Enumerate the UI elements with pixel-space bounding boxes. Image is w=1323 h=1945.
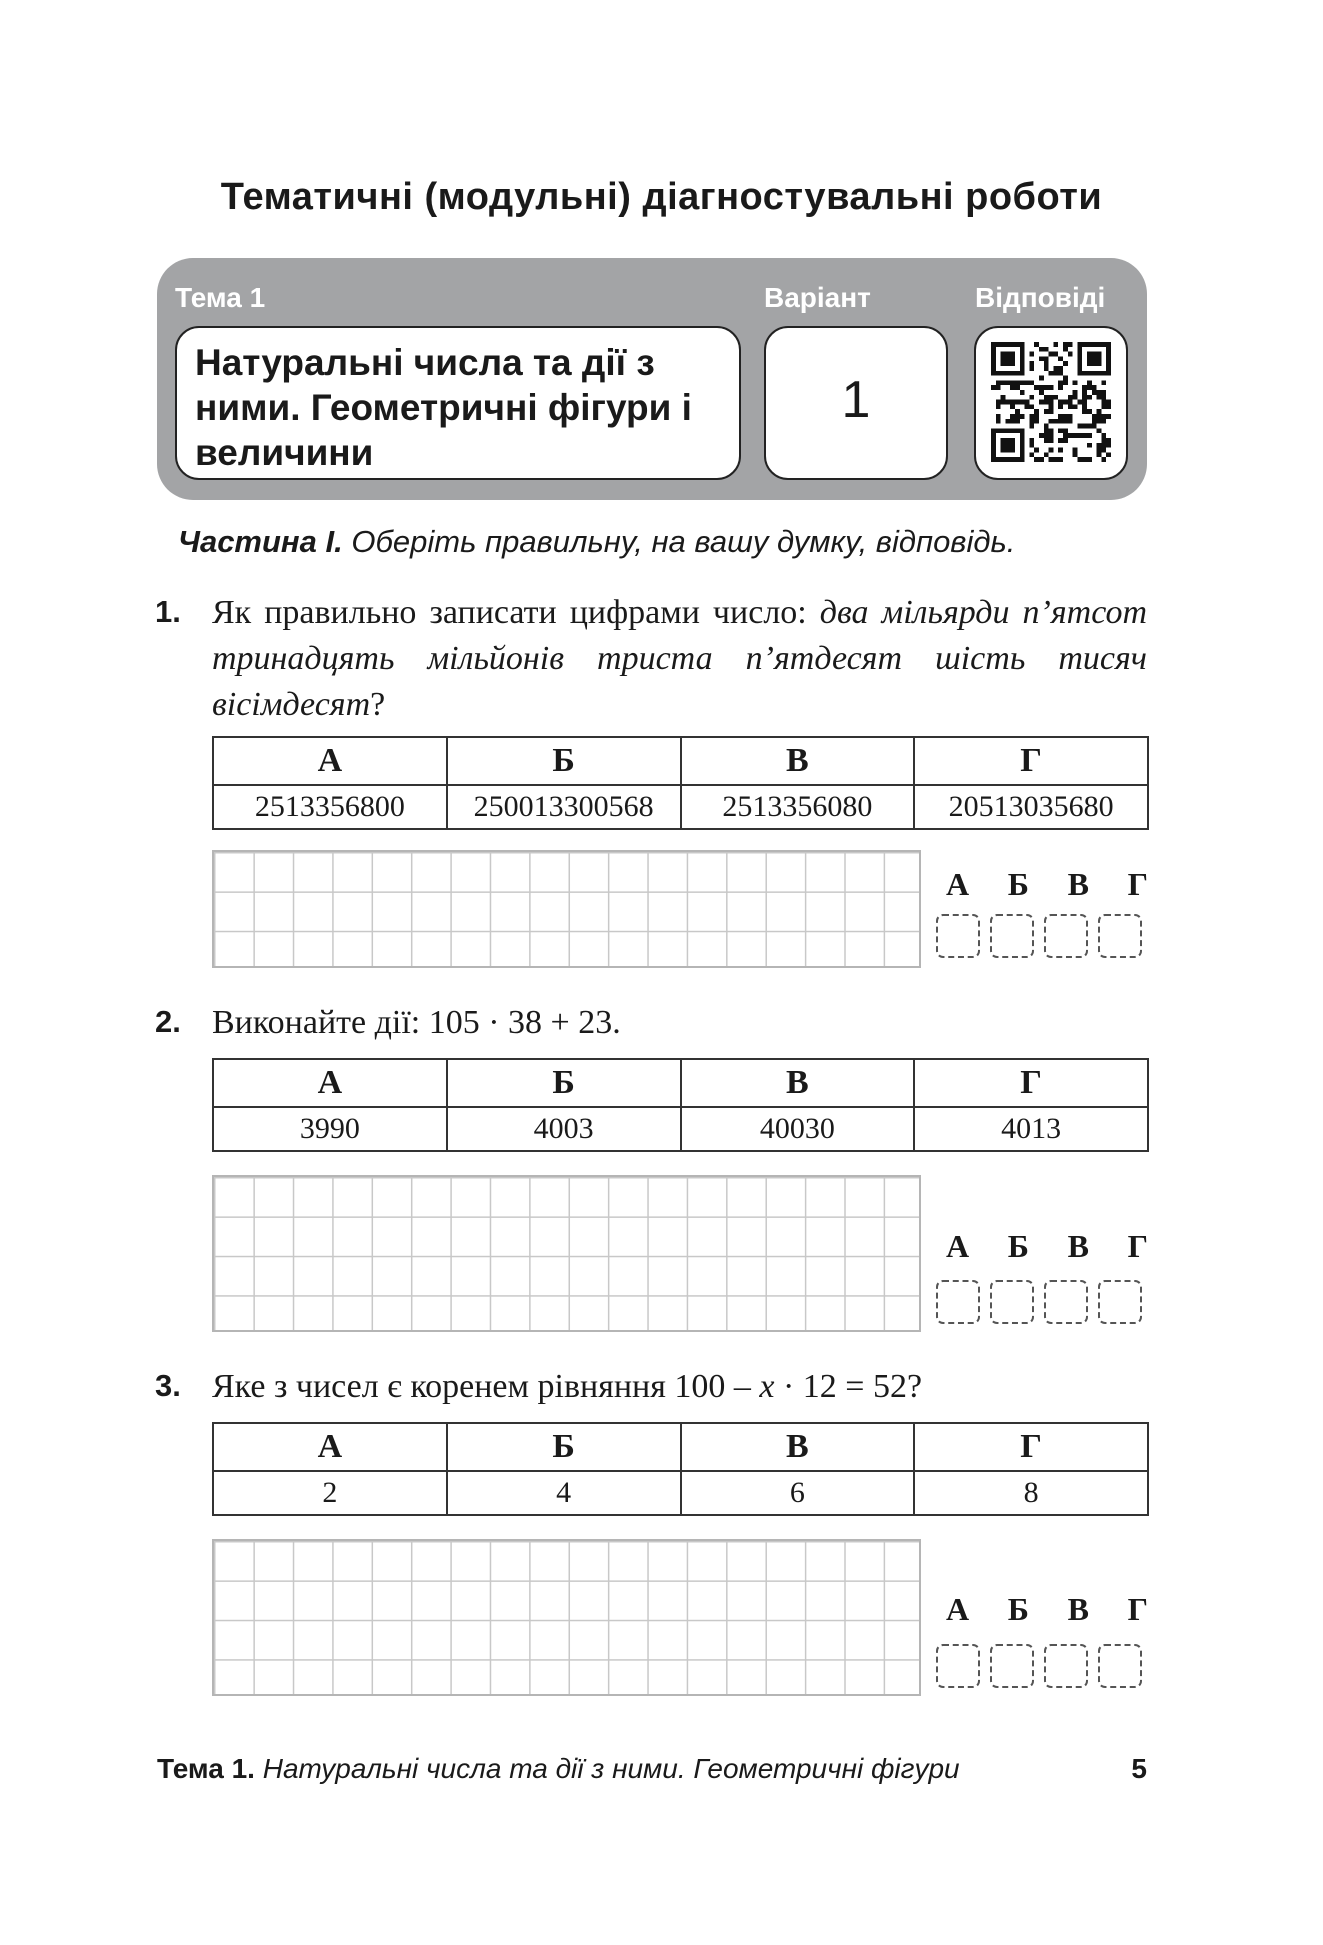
answers-label: Відповіді — [975, 282, 1106, 313]
answer-box-g[interactable] — [1098, 1280, 1142, 1324]
answer-box-a[interactable] — [936, 1280, 980, 1324]
topic-title: Натуральні числа та дії з ними. Геометричні фігури і величини — [195, 342, 692, 473]
answer-letter: В — [1067, 1228, 1089, 1264]
option-letter-v: В — [681, 1423, 915, 1471]
option-letter-b: Б — [447, 737, 681, 785]
options-table — [212, 736, 1149, 830]
option-value-v: 2513356080 — [681, 785, 915, 829]
option-value-a: 3990 — [213, 1107, 447, 1151]
option-letter-g: Г — [914, 1423, 1148, 1471]
variant-label: Варіант — [764, 282, 871, 313]
option-value-b: 4003 — [447, 1107, 681, 1151]
task-question: Виконайте дії: 105 · 38 + 23. — [212, 1004, 621, 1041]
task-question — [212, 590, 1147, 728]
answer-box-a[interactable] — [936, 914, 980, 958]
footer-topic — [157, 1753, 960, 1784]
theme-banner — [157, 258, 1147, 500]
answer-box-v[interactable] — [1044, 1280, 1088, 1324]
answer-box-a[interactable] — [936, 1644, 980, 1688]
answer-letter: А — [946, 1591, 970, 1627]
answer-boxes — [936, 1280, 1142, 1324]
workspace-grid[interactable] — [212, 850, 921, 968]
option-letter-a: А — [213, 737, 447, 785]
answer-letters — [942, 866, 1152, 903]
variant-box — [764, 326, 948, 480]
footer-topic-text: Натуральні числа та дії з ними. Геометричні фігури — [262, 1753, 960, 1784]
option-value-b: 4 — [447, 1471, 681, 1515]
question-number-words: два мільярди п’ятсот тринадцять мільйонів триста п’ятдесят шість тисяч вісімдесят — [212, 594, 1148, 723]
answer-letter: В — [1067, 1591, 1089, 1627]
answer-box-g[interactable] — [1098, 1644, 1142, 1688]
answer-letter: Г — [1127, 866, 1148, 902]
answer-letter: А — [946, 1228, 970, 1264]
option-value-b: 250013300568 — [447, 785, 681, 829]
question-text: Яке з чисел є коренем рівняння 100 – — [212, 1368, 760, 1405]
answer-box-v[interactable] — [1044, 914, 1088, 958]
option-letter-a: А — [213, 1059, 447, 1107]
task-number: 3. — [155, 1368, 181, 1403]
qr-code-icon[interactable] — [991, 342, 1111, 462]
option-value-v: 40030 — [681, 1107, 915, 1151]
answer-letter: Б — [1007, 1228, 1029, 1264]
option-letter-g: Г — [914, 1059, 1148, 1107]
option-value-a: 2 — [213, 1471, 447, 1515]
options-table — [212, 1422, 1149, 1516]
option-value-v: 6 — [681, 1471, 915, 1515]
page-footer — [157, 1753, 1147, 1785]
question-mark: ? — [370, 686, 386, 723]
task-number: 2. — [155, 1004, 181, 1039]
page-number: 5 — [1131, 1753, 1147, 1784]
option-value-g: 20513035680 — [914, 785, 1148, 829]
variant-number: 1 — [841, 371, 871, 429]
answer-box-v[interactable] — [1044, 1644, 1088, 1688]
option-letter-v: В — [681, 737, 915, 785]
workspace-grid[interactable] — [212, 1175, 921, 1332]
answer-letters — [942, 1591, 1152, 1628]
part-instruction — [178, 524, 1015, 560]
option-letter-b: Б — [447, 1423, 681, 1471]
question-text: Як правильно записати цифрами число: — [212, 594, 820, 631]
topic-label: Тема 1 — [175, 282, 266, 313]
option-letter-a: А — [213, 1423, 447, 1471]
part-text: Оберіть правильну, на вашу думку, відповідь. — [351, 524, 1016, 559]
answer-boxes — [936, 914, 1142, 958]
topic-box — [175, 326, 741, 480]
answer-letter: Г — [1127, 1591, 1148, 1627]
answer-box-b[interactable] — [990, 1280, 1034, 1324]
option-value-g: 8 — [914, 1471, 1148, 1515]
option-letter-v: В — [681, 1059, 915, 1107]
option-letter-g: Г — [914, 737, 1148, 785]
answer-box-b[interactable] — [990, 914, 1034, 958]
task-question — [212, 1364, 1147, 1410]
workspace-grid[interactable] — [212, 1539, 921, 1696]
task-number: 1. — [155, 594, 181, 629]
question-variable: x — [759, 1368, 775, 1405]
options-table — [212, 1058, 1149, 1152]
answer-letter: Г — [1127, 1228, 1148, 1264]
answer-letter: В — [1067, 866, 1089, 902]
page-heading: Тематичні (модульні) діагностувальні роботи — [220, 176, 1103, 218]
answer-box-g[interactable] — [1098, 914, 1142, 958]
part-label: Частина I. — [178, 524, 343, 559]
option-value-a: 2513356800 — [213, 785, 447, 829]
answer-letter: А — [946, 866, 970, 902]
answer-letter: Б — [1007, 1591, 1029, 1627]
option-value-g: 4013 — [914, 1107, 1148, 1151]
answer-boxes — [936, 1644, 1142, 1688]
answer-box-b[interactable] — [990, 1644, 1034, 1688]
answer-letters — [942, 1228, 1152, 1265]
answers-qr-box[interactable] — [974, 326, 1128, 480]
answer-letter: Б — [1007, 866, 1029, 902]
question-text-end: · 12 = 52? — [774, 1368, 923, 1405]
footer-topic-label: Тема 1. — [157, 1753, 255, 1784]
option-letter-b: Б — [447, 1059, 681, 1107]
